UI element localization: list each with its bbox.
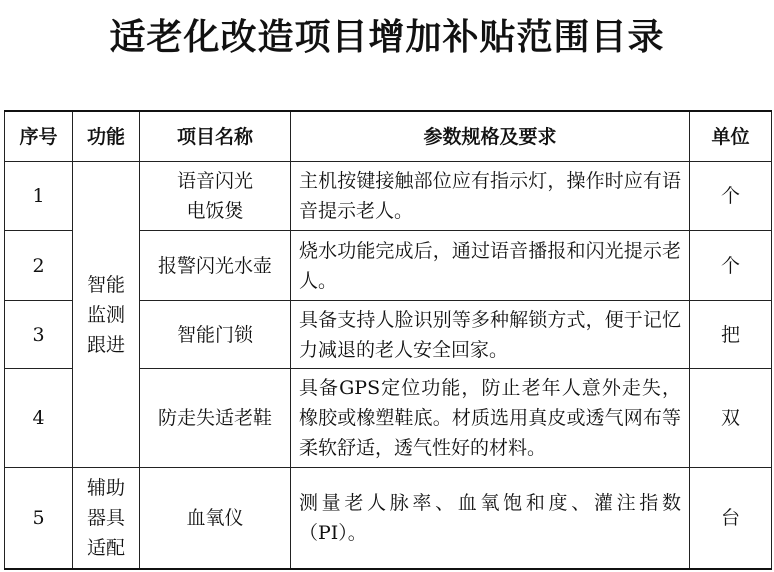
row-number: 5 — [5, 468, 73, 570]
row-number: 4 — [5, 369, 73, 468]
header-unit: 单位 — [690, 111, 772, 162]
item-name — [140, 231, 291, 301]
item-name — [140, 468, 291, 570]
row-number: 2 — [5, 231, 73, 301]
item-requirements: 烧水功能完成后，通过语音播报和闪光提示老人。 — [291, 231, 690, 301]
item-unit: 把 — [690, 301, 772, 369]
item-requirements: 测量老人脉率、血氧饱和度、灌注指数（PI）。 — [291, 468, 690, 570]
item-name-line: 血氧仪 — [186, 507, 244, 529]
subsidy-catalog-table — [4, 110, 772, 570]
function-line: 智能 — [86, 273, 125, 296]
item-name-line: 语音闪光 — [176, 170, 253, 192]
header-function: 功能 — [73, 111, 140, 162]
function-line: 辅助 — [86, 477, 125, 499]
item-requirements: 具备GPS定位功能，防止老年人意外走失，橡胶或橡塑鞋底。材质选用真皮或透气网布等柔软舒适，透气性好的材料。 — [291, 369, 690, 468]
header-number: 序号 — [5, 111, 73, 162]
function-line: 跟进 — [86, 333, 125, 356]
item-unit: 双 — [690, 369, 772, 468]
item-unit: 个 — [690, 162, 772, 231]
function-line: 监测 — [86, 303, 125, 326]
header-requirements: 参数规格及要求 — [291, 111, 690, 162]
row-number: 1 — [5, 162, 73, 231]
function-line: 适配 — [86, 537, 125, 559]
function-line: 器具 — [86, 507, 125, 529]
item-unit: 台 — [690, 468, 772, 570]
function-cell — [73, 162, 140, 468]
item-unit: 个 — [690, 231, 772, 301]
item-name-line: 报警闪光水壶 — [157, 254, 272, 277]
item-name-line: 防走失适老鞋 — [157, 407, 272, 429]
item-name — [140, 369, 291, 468]
item-name — [140, 162, 291, 231]
table-header-row — [5, 111, 772, 162]
item-name-line: 智能门锁 — [176, 323, 253, 346]
item-name-line: 电饭煲 — [186, 200, 244, 222]
page-title: 适老化改造项目增加补贴范围目录 — [109, 16, 665, 58]
table-row — [5, 162, 772, 231]
row-number: 3 — [5, 301, 73, 369]
item-requirements: 主机按键接触部位应有指示灯，操作时应有语音提示老人。 — [291, 162, 690, 231]
table-row — [5, 468, 772, 570]
item-name — [140, 301, 291, 369]
header-item-name: 项目名称 — [140, 111, 291, 162]
function-cell — [73, 468, 140, 570]
item-requirements: 具备支持人脸识别等多种解锁方式，便于记忆力减退的老人安全回家。 — [291, 301, 690, 369]
